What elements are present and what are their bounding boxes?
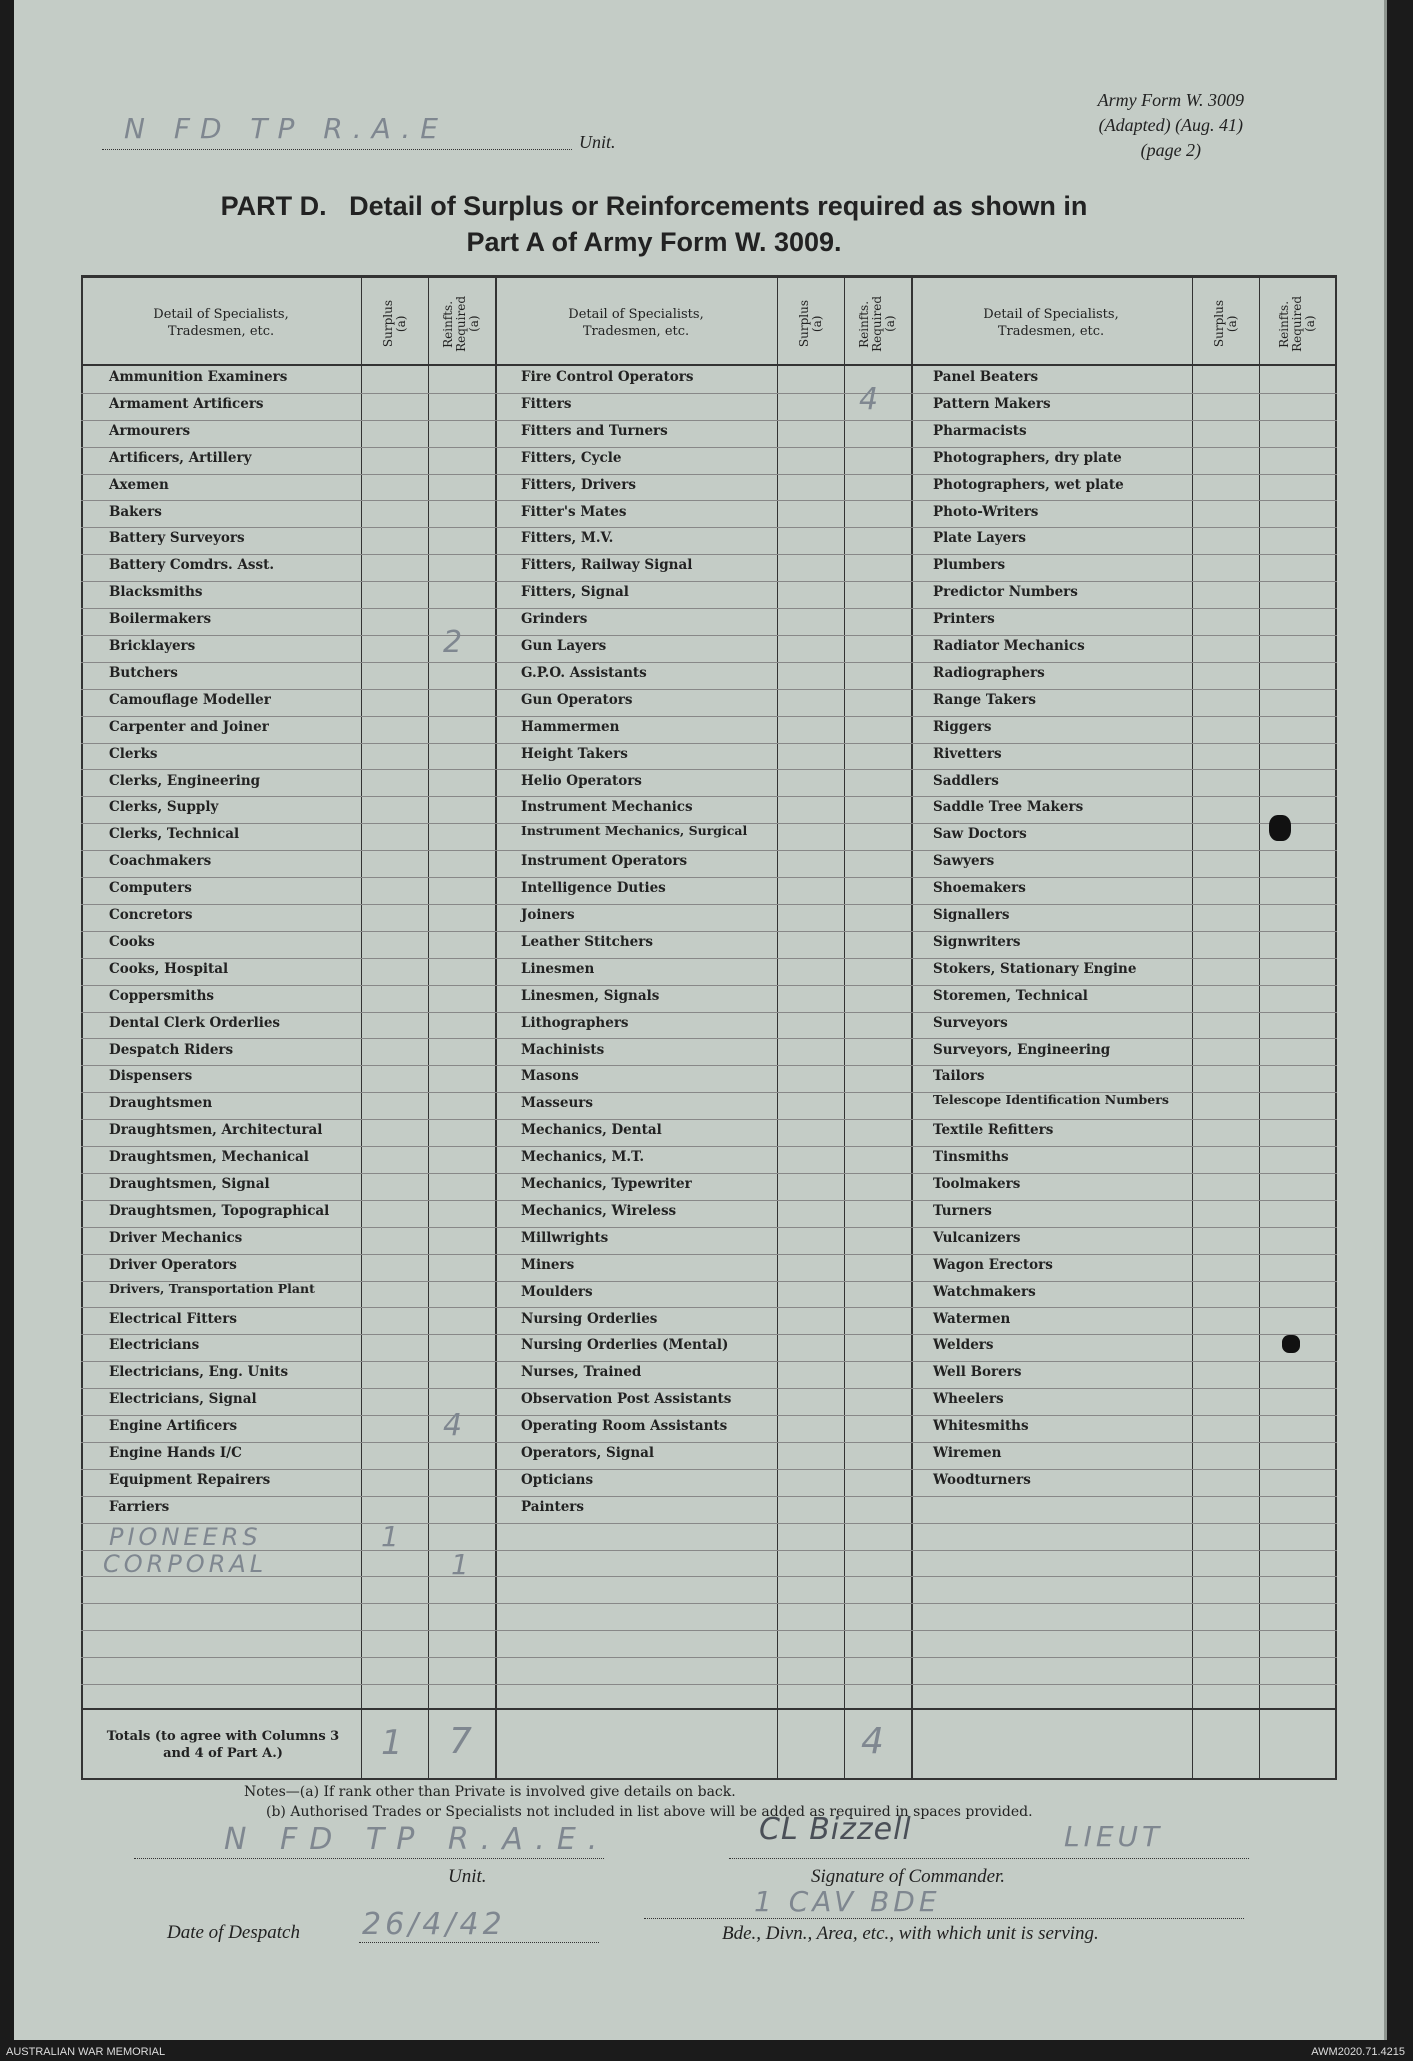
table-row — [81, 447, 1337, 475]
hw-total-col2-reinfts: 4 — [861, 1721, 888, 1762]
col1-item: Armament Artificers — [109, 395, 264, 412]
note-b: (b) Authorised Trades or Specialists not included in list above will be added as required in spaces provided. — [266, 1804, 1033, 1820]
table-row — [81, 1442, 1337, 1470]
col1-item: Engine Artificers — [109, 1418, 238, 1435]
hw-fitters-reinfts: 4 — [859, 382, 883, 417]
col3-item: Wheelers — [933, 1391, 1004, 1408]
col1-item: Clerks, Supply — [109, 799, 219, 816]
col1-item: Ammunition Examiners — [109, 369, 288, 385]
bottom-unit-handwritten: N FD TP R.A.E. — [224, 1822, 610, 1857]
col3-item: Radiographers — [933, 664, 1045, 681]
col1-item: Axemen — [109, 476, 169, 493]
col1-item: Blacksmiths — [109, 584, 203, 601]
col2-item: Masseurs — [521, 1095, 594, 1112]
col3-item: Signwriters — [933, 933, 1021, 950]
col1-item: Draughtsmen, Signal — [109, 1176, 270, 1192]
col3-item: Sawyers — [933, 853, 995, 870]
col3-item: Watermen — [933, 1310, 1011, 1327]
col3-item: Whitesmiths — [933, 1418, 1029, 1435]
col2-item: Lithographers — [521, 1014, 629, 1031]
paper-stain-2 — [1282, 1335, 1300, 1353]
table-row — [81, 474, 1337, 502]
header-detail-1: Detail of Specialists, Tradesmen, etc. — [153, 307, 289, 339]
table-row — [81, 743, 1337, 771]
table-row — [81, 1065, 1337, 1093]
col3-item: Printers — [933, 611, 995, 628]
table-row — [81, 716, 1337, 744]
table-row — [81, 1630, 1337, 1658]
col3-item: Textile Refitters — [933, 1122, 1054, 1139]
col3-item: Panel Beaters — [933, 369, 1039, 385]
col2-item: Gun Operators — [521, 691, 633, 708]
col3-item: Well Borers — [933, 1364, 1022, 1381]
col3-item: Welders — [933, 1337, 994, 1354]
col2-item: Nursing Orderlies — [521, 1310, 658, 1327]
col2-item: Fire Control Operators — [521, 369, 694, 385]
col2-item: Nursing Orderlies (Mental) — [521, 1337, 729, 1354]
col2-item: Instrument Mechanics, Surgical — [521, 823, 748, 839]
header-reinfts-1: Reinfts. Required (a) — [441, 296, 481, 352]
header-reinfts-3: Reinfts. Required (a) — [1276, 296, 1317, 352]
table-row — [81, 1577, 1337, 1605]
table-row — [81, 770, 1337, 798]
col3-item: Photographers, dry plate — [933, 449, 1122, 466]
form-page — [14, 0, 1387, 2040]
unit-label: Unit. — [579, 132, 616, 152]
col3-item: Saddle Tree Makers — [933, 799, 1084, 816]
col2-item: Moulders — [521, 1283, 593, 1300]
col2-item: Mechanics, Typewriter — [521, 1176, 692, 1192]
col3-item: Tinsmiths — [933, 1149, 1009, 1166]
signature-handwritten: CL Bizzell — [759, 1812, 912, 1847]
col3-item: Woodturners — [933, 1471, 1031, 1488]
hw-total-surplus: 1 — [381, 1723, 407, 1763]
col1-item: Clerks — [109, 745, 158, 762]
col1-item: Artificers, Artillery — [109, 449, 252, 466]
col1-item: Driver Mechanics — [109, 1229, 243, 1246]
col1-item: Draughtsmen, Architectural — [109, 1122, 323, 1139]
table-row — [81, 1523, 1337, 1551]
col2-item: Intelligence Duties — [521, 880, 666, 897]
hw-extra1-name: PIONEERS — [109, 1523, 262, 1551]
col2-item: Height Takers — [521, 745, 628, 762]
form-ref-line1: Army Form W. 3009 — [1097, 90, 1244, 110]
header-surplus-2: Surplus (a) — [796, 300, 824, 348]
col2-item: Fitters, M.V. — [521, 530, 614, 547]
title-line2: Part A of Army Form W. 3009. — [466, 227, 842, 257]
col1-item: Draughtsmen, Topographical — [109, 1202, 330, 1219]
form-notes — [244, 1782, 1033, 1822]
col3-item: Surveyors, Engineering — [933, 1041, 1111, 1058]
col2-item: Helio Operators — [521, 772, 642, 789]
col1-item: Battery Comdrs. Asst. — [109, 557, 275, 574]
col3-item: Plumbers — [933, 557, 1006, 574]
col3-item: Rivetters — [933, 745, 1002, 762]
col3-item: Riggers — [933, 718, 992, 735]
col1-item: Bakers — [109, 503, 162, 520]
table-row — [81, 393, 1337, 421]
col2-item: G.P.O. Assistants — [521, 664, 647, 681]
col3-item: Stokers, Stationary Engine — [933, 960, 1137, 977]
col1-item: Cooks, Hospital — [109, 960, 229, 977]
col3-item: Pattern Makers — [933, 395, 1051, 412]
hw-bricklayers-reinfts: 2 — [443, 625, 467, 660]
col3-item: Vulcanizers — [933, 1229, 1021, 1246]
col2-item: Fitters, Railway Signal — [521, 557, 693, 574]
form-ref-line3: (page 2) — [1140, 140, 1202, 160]
col1-item: Concretors — [109, 907, 193, 923]
hw-extra2-name: CORPORAL — [103, 1550, 268, 1578]
table-row — [81, 420, 1337, 448]
col1-item: Armourers — [109, 422, 191, 439]
col2-item: Masons — [521, 1068, 579, 1085]
table-row — [81, 1550, 1337, 1578]
form-ref-line2: (Adapted) (Aug. 41) — [1098, 115, 1244, 135]
header-detail-3: Detail of Specialists, Tradesmen, etc. — [983, 307, 1119, 339]
despatch-handwritten: 26/4/42 — [362, 1907, 506, 1942]
col2-item: Linesmen, Signals — [521, 987, 660, 1004]
col2-item: Millwrights — [521, 1229, 609, 1246]
col1-item: Electricians, Eng. Units — [109, 1364, 289, 1381]
hw-extra1-surplus: 1 — [381, 1520, 403, 1553]
table-row — [81, 608, 1337, 636]
table-row — [81, 527, 1337, 555]
col2-item: Fitters, Cycle — [521, 449, 622, 466]
col2-item: Miners — [521, 1256, 575, 1273]
col2-item: Fitters and Turners — [521, 422, 668, 439]
col2-item: Nurses, Trained — [521, 1364, 642, 1381]
form-reference — [1098, 88, 1244, 163]
col1-item: Butchers — [109, 664, 178, 681]
col3-item: Photo-Writers — [933, 503, 1039, 520]
col3-item: Plate Layers — [933, 530, 1026, 547]
table-row — [81, 662, 1337, 690]
col3-item: Pharmacists — [933, 422, 1027, 439]
col1-item: Electrical Fitters — [109, 1310, 237, 1327]
header-surplus-3: Surplus (a) — [1211, 300, 1239, 348]
col3-item: Wagon Erectors — [933, 1256, 1053, 1273]
hw-extra2-reinfts: 1 — [451, 1548, 473, 1581]
col1-item: Battery Surveyors — [109, 530, 245, 547]
col3-item: Watchmakers — [933, 1283, 1036, 1300]
col2-item: Joiners — [521, 907, 575, 923]
col1-item: Draughtsmen, Mechanical — [109, 1149, 309, 1166]
header-surplus-1: Surplus (a) — [380, 300, 408, 348]
col1-item: Boilermakers — [109, 611, 212, 628]
hw-engine-artificers-reinfts: 4 — [443, 1408, 467, 1443]
table-row — [81, 904, 1337, 932]
form-title — [74, 188, 1234, 260]
unit-handwritten: N FD TP R.A.E — [124, 112, 448, 145]
col1-item: Bricklayers — [109, 638, 196, 654]
col3-item: Shoemakers — [933, 880, 1026, 897]
col3-item: Saw Doctors — [933, 826, 1027, 843]
col1-item: Clerks, Engineering — [109, 772, 261, 789]
col2-item: Mechanics, Wireless — [521, 1202, 677, 1219]
col2-item: Instrument Mechanics — [521, 799, 693, 816]
table-row — [81, 1039, 1337, 1067]
col3-item: Storemen, Technical — [933, 987, 1088, 1004]
col3-item: Saddlers — [933, 772, 999, 789]
col1-item: Equipment Repairers — [109, 1471, 271, 1488]
header-detail-2: Detail of Specialists, Tradesmen, etc. — [568, 307, 704, 339]
col2-item: Mechanics, M.T. — [521, 1149, 645, 1166]
bde-handwritten: 1 CAV BDE — [754, 1885, 941, 1918]
col3-item: Surveyors — [933, 1014, 1008, 1031]
col1-item: Drivers, Transportation Plant — [109, 1280, 315, 1296]
col1-item: Computers — [109, 880, 192, 897]
table-row — [81, 1308, 1337, 1336]
col3-item: Tailors — [933, 1068, 985, 1085]
table-row — [81, 985, 1337, 1013]
col2-item: Hammermen — [521, 718, 620, 735]
col3-item: Radiator Mechanics — [933, 638, 1085, 654]
col1-item: Dispensers — [109, 1068, 193, 1085]
col3-item: Signallers — [933, 907, 1010, 923]
footer-left: AUSTRALIAN WAR MEMORIAL — [6, 2046, 166, 2058]
col3-item: Predictor Numbers — [933, 584, 1078, 601]
bottom-unit-label: Unit. — [448, 1866, 487, 1887]
note-a: Notes—(a) If rank other than Private is involved give details on back. — [244, 1784, 736, 1800]
col1-item: Despatch Riders — [109, 1041, 234, 1058]
table-row — [81, 1603, 1337, 1631]
col1-item: Carpenter and Joiner — [109, 718, 269, 735]
table-row — [81, 1227, 1337, 1255]
col3-item: Wiremen — [933, 1445, 1002, 1461]
col1-item: Engine Hands I/C — [109, 1445, 242, 1461]
col1-item: Electricians, Signal — [109, 1391, 257, 1408]
col1-item: Draughtsmen — [109, 1095, 213, 1112]
footer-right: AWM2020.71.4215 — [1311, 2046, 1405, 2058]
col3-item: Range Takers — [933, 691, 1036, 708]
table-row — [81, 958, 1337, 986]
col2-item: Fitters, Signal — [521, 584, 629, 601]
specialists-table — [81, 275, 1337, 1780]
table-row — [81, 635, 1337, 663]
col3-item: Turners — [933, 1202, 992, 1219]
col1-item: Coachmakers — [109, 853, 212, 870]
col2-item: Fitters — [521, 395, 572, 412]
table-row — [81, 501, 1337, 529]
col1-item: Farriers — [109, 1498, 170, 1515]
table-row — [81, 1254, 1337, 1282]
paper-stain-1 — [1269, 815, 1291, 841]
col2-item: Machinists — [521, 1041, 605, 1058]
rank-handwritten: LIEUT — [1064, 1820, 1164, 1853]
col2-item: Fitters, Drivers — [521, 476, 636, 493]
table-row — [81, 931, 1337, 959]
table-row — [81, 1657, 1337, 1685]
signature-label: Signature of Commander. — [811, 1866, 1006, 1887]
table-row — [81, 1496, 1337, 1524]
table-row — [81, 796, 1337, 824]
col2-item: Painters — [521, 1498, 585, 1515]
col3-item: Photographers, wet plate — [933, 476, 1124, 493]
col2-item: Operators, Signal — [521, 1445, 655, 1461]
col2-item: Leather Stitchers — [521, 933, 653, 950]
col1-item: Electricians — [109, 1337, 200, 1354]
col2-item: Linesmen — [521, 960, 595, 977]
hw-total-reinfts: 7 — [449, 1721, 476, 1762]
totals-label: Totals (to agree with Columns 3 and 4 of Part A.) — [106, 1729, 340, 1761]
col2-item: Grinders — [521, 611, 588, 628]
title-line1: PART D. Detail of Surplus or Reinforcements required as shown in — [220, 191, 1088, 221]
table-row — [81, 581, 1337, 609]
col2-item: Operating Room Assistants — [521, 1418, 728, 1435]
table-row — [81, 877, 1337, 905]
col1-item: Coppersmiths — [109, 987, 214, 1004]
col1-item: Camouflage Modeller — [109, 691, 271, 708]
table-row — [81, 850, 1337, 878]
col2-item: Mechanics, Dental — [521, 1122, 662, 1139]
col3-item: Telescope Identification Numbers — [933, 1092, 1169, 1108]
col2-item: Observation Post Assistants — [521, 1391, 732, 1408]
col1-item: Cooks — [109, 933, 155, 950]
col1-item: Dental Clerk Orderlies — [109, 1014, 281, 1031]
col2-item: Instrument Operators — [521, 853, 688, 870]
col2-item: Gun Layers — [521, 638, 607, 654]
col3-item: Toolmakers — [933, 1176, 1021, 1192]
col2-item: Fitter's Mates — [521, 503, 627, 520]
bde-label: Bde., Divn., Area, etc., with which unit is serving. — [722, 1923, 1099, 1944]
col2-item: Opticians — [521, 1471, 594, 1488]
despatch-label: Date of Despatch — [167, 1922, 300, 1943]
header-reinfts-2: Reinfts. Required (a) — [857, 296, 897, 352]
col1-item: Driver Operators — [109, 1256, 237, 1273]
unit-line — [102, 125, 572, 150]
col1-item: Clerks, Technical — [109, 826, 240, 843]
